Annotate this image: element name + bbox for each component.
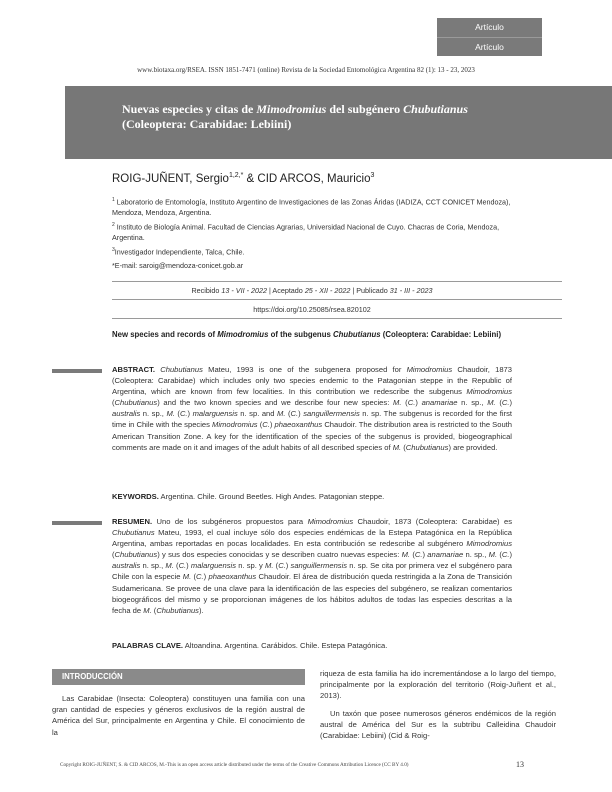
resumen-r12: C. xyxy=(414,550,423,560)
resumen-r39: Chaudoir. El área de distribución queda restringida a la Zona de Transición Sudamericana. Se provee de una clave para la identificación de las especies del subgénero, se realizan comentarios biogeográficos del mismo y se proporcionan imágenes de los hábitos adultos de todas las especies descritas a la fecha de xyxy=(112,572,513,615)
title-italic-subgenus: Chubutianus xyxy=(403,102,468,116)
english-title-d: Chubutianus xyxy=(332,330,381,339)
resumen-r30: C. xyxy=(278,561,286,571)
resumen-r7: ( xyxy=(112,550,115,560)
affiliation-3-text: Investigador Independiente, Talca, Chile. xyxy=(114,247,245,257)
title-part-1: Nuevas especies y citas de xyxy=(122,102,257,116)
resumen-r19: ) xyxy=(509,550,513,560)
page-number: 13 xyxy=(516,760,524,769)
resumen-r20: australis xyxy=(112,561,141,571)
abstract-s40: ( xyxy=(401,442,406,452)
abstract-s14: n. sp., xyxy=(457,398,488,408)
abstract-s35: C. xyxy=(262,420,270,430)
resumen-r35: ( xyxy=(191,572,197,582)
title-italic-genus: Mimodromius xyxy=(256,102,327,116)
resumen-r5: Mateu, 1993, el cual incluye sólo dos especies endémicas de la Estepa Patagónica en la República Argentina, ambas reportadas en pocas localidades. En esta contribución se redescribe al subgénero xyxy=(112,528,512,549)
resumen-r22: M. xyxy=(165,561,174,571)
badge-line-1: Artículo xyxy=(475,22,504,32)
english-title-e: (Coleoptera: Carabidae: Lebiini) xyxy=(380,330,502,339)
keywords-label: KEYWORDS. xyxy=(112,492,159,501)
author-2-affil: 3 xyxy=(370,172,375,179)
corresponding-email[interactable]: *E-mail: saroig@mendoza-conicet.gob.ar xyxy=(112,261,244,270)
resumen-r32: sanguillermensis xyxy=(290,561,348,571)
resumen-r38: phaeoxanthus xyxy=(208,572,257,582)
resumen-r37: ) xyxy=(203,572,209,582)
abstract-s24: ) xyxy=(187,409,193,419)
resumen-r34: M. xyxy=(182,572,192,582)
resumen-r27: n. sp. y xyxy=(236,561,266,571)
abstract-s28: ( xyxy=(285,409,291,419)
abstract-s5: Mimodromius xyxy=(466,387,512,397)
abstract-s22: ( xyxy=(174,409,180,419)
resumen-r29: ( xyxy=(273,561,279,571)
abstract-s3: Mimodromius xyxy=(406,365,453,374)
published-label: | Publicado xyxy=(350,286,390,295)
received-label: Recibido xyxy=(191,286,222,295)
abstract-label: ABSTRACT. xyxy=(112,365,156,374)
abstract-s10: ( xyxy=(401,398,408,408)
abstract-s21: M. xyxy=(166,409,175,419)
doi-link[interactable]: https://doi.org/10.25085/rsea.820102 xyxy=(253,305,371,314)
abstract-s29: C. xyxy=(290,409,299,419)
author-line xyxy=(112,172,374,185)
english-title xyxy=(112,329,512,340)
resumen-r14: anamariae xyxy=(427,550,464,560)
resumen-r26: malarguensis xyxy=(190,561,237,571)
abstract-s17: C. xyxy=(501,398,510,408)
resumen-r33: n. sp. Se cita por primera vez el subgénero para Chile con la especie xyxy=(112,561,513,582)
introduccion-heading: INTRODUCCIÓN xyxy=(52,669,305,685)
abstract-s1: Chubutianus xyxy=(160,365,203,374)
copyright-footer: Copyright ROIG-JUÑENT, S. & CID ARCOS, M.-This is an open access article distributed under the terms of the Creative Commons Attribution Licence (CC BY 4.0) xyxy=(60,762,409,768)
author-2: & CID ARCOS, Mauricio xyxy=(243,172,371,185)
abstract-s26: n. sp. and xyxy=(237,409,278,419)
resumen-r31: ) xyxy=(285,561,291,571)
affiliation-1 xyxy=(112,195,517,218)
abstract-s11: C. xyxy=(407,398,416,408)
abstract-s15: M. xyxy=(487,398,496,408)
english-title-c: of the subgenus xyxy=(268,330,333,339)
author-1-affil: 1,2,* xyxy=(228,172,244,179)
divider-bottom xyxy=(112,318,562,319)
intro-left-paragraph: Las Carabidae (Insecta: Coleoptera) constituyen una familia con una gran cantidad de especies y géneros exclusivos de la región austral de América del Sur, principalmente en Argentina y Chile. El conocimiento de la xyxy=(52,694,305,737)
abstract-s9: M. xyxy=(393,398,402,408)
abstract-s13: anamariae xyxy=(421,398,458,408)
palabras-clave-line xyxy=(112,640,512,651)
palabras-label: PALABRAS CLAVE. xyxy=(112,641,184,650)
title-band xyxy=(65,86,612,159)
resumen-r3: Chaudoir, 1873 (Coleoptera: Carabidae) es xyxy=(353,517,513,526)
keywords-text: Argentina. Chile. Ground Beetles. High Andes. Patagonian steppe. xyxy=(158,492,385,501)
title-part-3: (Coleoptera: Carabidae: Lebiini) xyxy=(122,117,292,131)
resumen-r16: M. xyxy=(488,550,498,560)
abstract-s38: Chaudoir. The distribution area is restricted to the South American Transition Zone. A key for the identification of the species of the subgenus is provided, biogeographical comments are made on it and images of the adult habits of all described species of xyxy=(112,420,513,452)
author-1: ROIG-JUÑENT, Sergio xyxy=(112,172,229,185)
affiliation-2-num: 2 xyxy=(112,222,115,228)
resumen-r6: Mimodromius xyxy=(466,539,512,549)
abstract-s31: sanguillermensis xyxy=(303,409,360,419)
affiliation-1-num: 1 xyxy=(112,197,115,203)
badge-line-2: Artículo xyxy=(437,37,542,57)
resumen-r25: ) xyxy=(186,561,191,571)
abstract-s18: ) xyxy=(509,398,512,408)
abstract-s4: Chaudoir, 1873 (Coleoptera: Carabidae) which includes only two species endemic to the Patagonian steppe in the Republic of Argentina, which are known from few localities. In this contribution we redescribe the subgenus xyxy=(112,365,512,397)
article-title xyxy=(122,102,582,132)
abstract-s34: ( xyxy=(257,420,263,430)
resumen-r18: C. xyxy=(501,550,510,560)
resumen-r43: ). xyxy=(198,605,204,615)
journal-citation-line: www.biotaxa.org/RSEA. ISSN 1851-7471 (online) Revista de la Sociedad Entomológica Argentina 82 (1): 13 - 23, 2023 xyxy=(137,66,475,74)
abstract-s8: ) and the two known species and we describe four new species: xyxy=(157,398,394,408)
english-title-b: Mimodromius xyxy=(217,330,269,339)
title-part-2: del subgénero xyxy=(326,102,404,116)
abstract-s20: n. sp., xyxy=(140,409,167,419)
resumen-r10: M. xyxy=(401,550,411,560)
article-type-badge xyxy=(437,18,542,56)
resumen-r11: ( xyxy=(410,550,415,560)
resumen-r23: ( xyxy=(173,561,179,571)
intro-right-paragraph-2: Un taxón que posee numerosos géneros endémicos de la región austral de América del Sur es la subtribu Calleidina Chaudoir (Carabidae: Lebiini) (Cid & Roig- xyxy=(320,709,556,741)
published-date: 31 - III - 2023 xyxy=(389,286,433,295)
abstract-s23: C. xyxy=(179,409,188,419)
keywords-line xyxy=(112,491,512,502)
resumen-side-bar xyxy=(52,521,102,525)
resumen-r24: C. xyxy=(178,561,187,571)
affiliation-2-text: Instituto de Biología Animal. Facultad de Ciencias Agrarias, Universidad Nacional de Cuyo. Chacras de Coria, Mendoza, Argentina. xyxy=(112,222,500,243)
affiliation-1-text: Laboratorio de Entomología, Instituto Argentino de Investigaciones de las Zonas Áridas (IADIZA, CCT CONICET Mendoza), Mendoza, Mendoza, Argentina. xyxy=(112,197,511,218)
resumen-r17: ( xyxy=(497,550,502,560)
abstract-s6: ( xyxy=(112,398,115,408)
resumen-label: RESUMEN. xyxy=(112,517,153,526)
abstract-s41: Chubutianus xyxy=(405,442,449,452)
accepted-label: | Aceptado xyxy=(266,286,305,295)
resumen-r4: Chubutianus xyxy=(112,528,155,538)
palabras-text: Altoandina. Argentina. Carábidos. Chile. Estepa Patagónica. xyxy=(183,641,388,650)
affiliation-2 xyxy=(112,220,517,243)
abstract-paragraph xyxy=(112,364,512,453)
abstract-s19: australis xyxy=(112,409,141,419)
abstract-side-bar xyxy=(52,369,102,373)
abstract-s12: ) xyxy=(415,398,422,408)
affiliation-3 xyxy=(112,245,517,257)
abstract-s39: M. xyxy=(392,442,402,452)
abstract-s27: M. xyxy=(277,409,286,419)
resumen-r28: M. xyxy=(265,561,274,571)
abstract-s32: n. sp. The subgenus is recorded for the first time in Chile with the species xyxy=(112,409,512,430)
abstract-s25: malarguensis xyxy=(192,409,238,419)
resumen-r8: Chubutianus xyxy=(114,550,158,560)
resumen-r36: C. xyxy=(196,572,204,582)
resumen-r15: n. sp., xyxy=(463,550,489,560)
resumen-r9: ) y sus dos especies conocidas y se describen cuatro nuevas especies: xyxy=(157,550,402,560)
resumen-r1: Uno de los subgéneros propuestos para xyxy=(152,517,308,526)
resumen-paragraph xyxy=(112,516,512,616)
affiliation-3-num: 3 xyxy=(112,247,115,253)
abstract-s7: Chubutianus xyxy=(114,398,158,408)
abstract-s36: ) xyxy=(269,420,275,430)
abstract-s16: ( xyxy=(495,398,502,408)
received-date: 13 - VII - 2022 xyxy=(221,286,267,295)
intro-right-paragraph-1: riqueza de esta familia ha ido incrementándose a lo largo del tiempo, principalmente por la exploración del territorio (Roig-Juñent et al., 2013). xyxy=(320,669,556,701)
english-title-a: New species and records of xyxy=(112,330,218,339)
divider-middle xyxy=(112,299,562,300)
abstract-s37: phaeoxanthus xyxy=(274,420,323,430)
resumen-r13: ) xyxy=(422,550,428,560)
accepted-date: 25 - XII - 2022 xyxy=(304,286,351,295)
resumen-r42: Chubutianus xyxy=(156,605,199,615)
divider-top xyxy=(112,281,562,282)
abstract-s30: ) xyxy=(298,409,304,419)
resumen-r21: n. sp., xyxy=(140,561,166,571)
publication-dates xyxy=(112,286,512,295)
resumen-r2: Mimodromius xyxy=(307,517,354,526)
abstract-s2: Mateu, 1993 is one of the subgenera proposed for xyxy=(202,365,407,374)
abstract-s33: Mimodromius xyxy=(212,420,258,430)
resumen-r41: ( xyxy=(151,605,157,615)
resumen-r40: M. xyxy=(143,605,152,615)
abstract-s42: ) are provided. xyxy=(448,442,498,452)
